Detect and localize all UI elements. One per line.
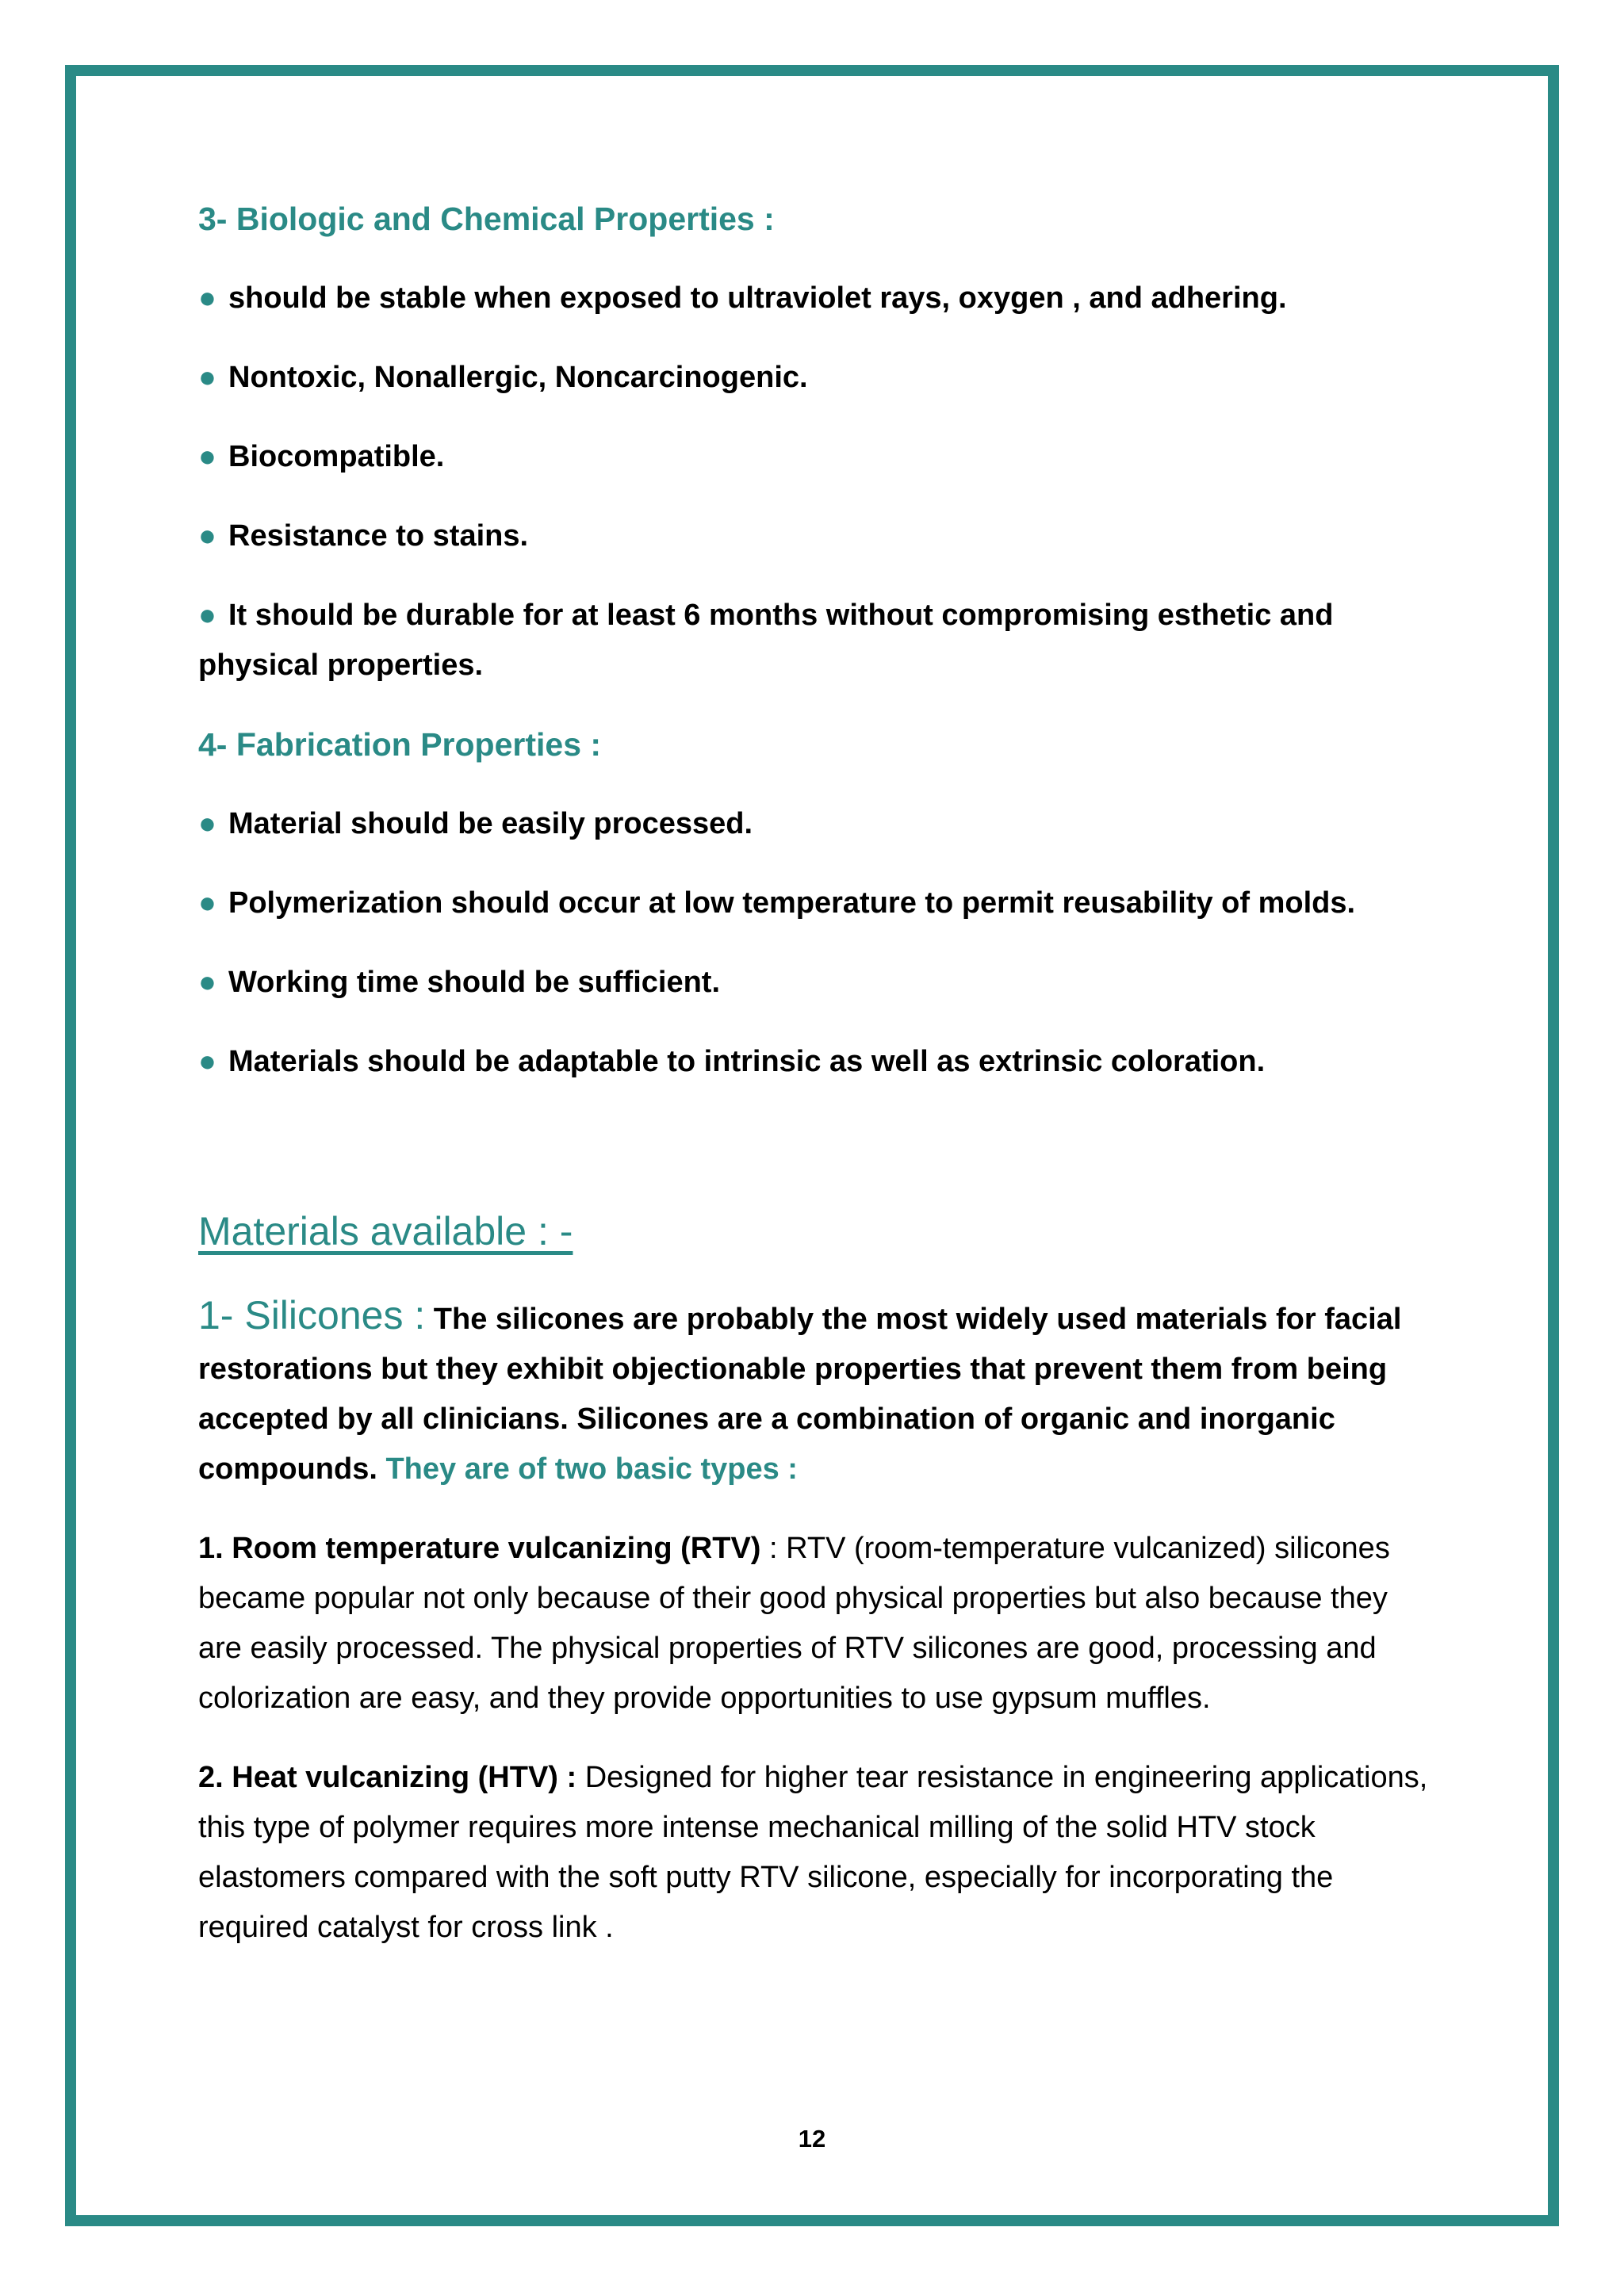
section-4-bullet: ● Polymerization should occur at low temperature to permit reusability of molds. bbox=[198, 878, 1435, 928]
section-3-bullet: ● Biocompatible. bbox=[198, 432, 1435, 482]
bullet-icon: ● bbox=[198, 440, 216, 473]
section-3-bullet: ● Resistance to stains. bbox=[198, 511, 1435, 561]
section-4-bullet: ● Working time should be sufficient. bbox=[198, 958, 1435, 1008]
page-content bbox=[198, 194, 1435, 1982]
rtv-label: 1. Room temperature vulcanizing (RTV) bbox=[198, 1532, 761, 1565]
bullet-icon: ● bbox=[198, 807, 216, 840]
rtv-paragraph bbox=[198, 1524, 1435, 1724]
htv-paragraph bbox=[198, 1753, 1435, 1953]
section-4-bullet: ● Materials should be adaptable to intrinsic as well as extrinsic coloration. bbox=[198, 1037, 1435, 1087]
htv-text: Designed for higher tear resistance in engineering applications, this type of polymer requires more intense mechanical milling of the solid HTV stock elastomers compared with the soft putty RTV silicone, especially for incorporating the required catalyst for cross link . bbox=[198, 1761, 1428, 1944]
section-4-heading: 4- Fabrication Properties : bbox=[198, 726, 602, 763]
bullet-icon: ● bbox=[198, 966, 216, 999]
section-3-bullet: ● should be stable when exposed to ultraviolet rays, oxygen , and adhering. bbox=[198, 274, 1435, 323]
materials-title: Materials available : - bbox=[198, 1209, 573, 1253]
bullet-icon: ● bbox=[198, 361, 216, 394]
spacer bbox=[198, 1116, 1435, 1203]
section-3-bullet: ● Nontoxic, Nonallergic, Noncarcinogenic. bbox=[198, 353, 1435, 403]
section-4-bullet: ● Material should be easily processed. bbox=[198, 799, 1435, 849]
bullet-icon: ● bbox=[198, 1045, 216, 1078]
silicones-types-intro: They are of two basic types : bbox=[377, 1452, 798, 1486]
section-3-heading: 3- Biologic and Chemical Properties : bbox=[198, 201, 775, 237]
bullet-icon: ● bbox=[198, 281, 216, 315]
section-3-bullet: ● It should be durable for at least 6 months without compromising esthetic and physical properties. bbox=[198, 591, 1435, 691]
silicones-text: The silicones are probably the most widely used materials for facial restorations but they exhibit objectionable properties that prevent them from being accepted by all clinicians. Silicones are a combination of organic and inorganic compounds. bbox=[198, 1303, 1402, 1486]
htv-label: 2. Heat vulcanizing (HTV) : bbox=[198, 1761, 577, 1794]
silicones-label: 1- Silicones : bbox=[198, 1293, 426, 1337]
bullet-icon: ● bbox=[198, 886, 216, 920]
bullet-icon: ● bbox=[198, 599, 216, 632]
rtv-text: : RTV (room-temperature vulcanized) silicones became popular not only because of their good physical properties but also because they are easily processed. The physical properties of RTV silicones are good, processing and colorization are easy, and they provide opportunities to use gypsum muffles. bbox=[198, 1532, 1390, 1715]
page-number: 12 bbox=[798, 2125, 826, 2152]
bullet-icon: ● bbox=[198, 519, 216, 553]
silicones-paragraph bbox=[198, 1291, 1435, 1494]
